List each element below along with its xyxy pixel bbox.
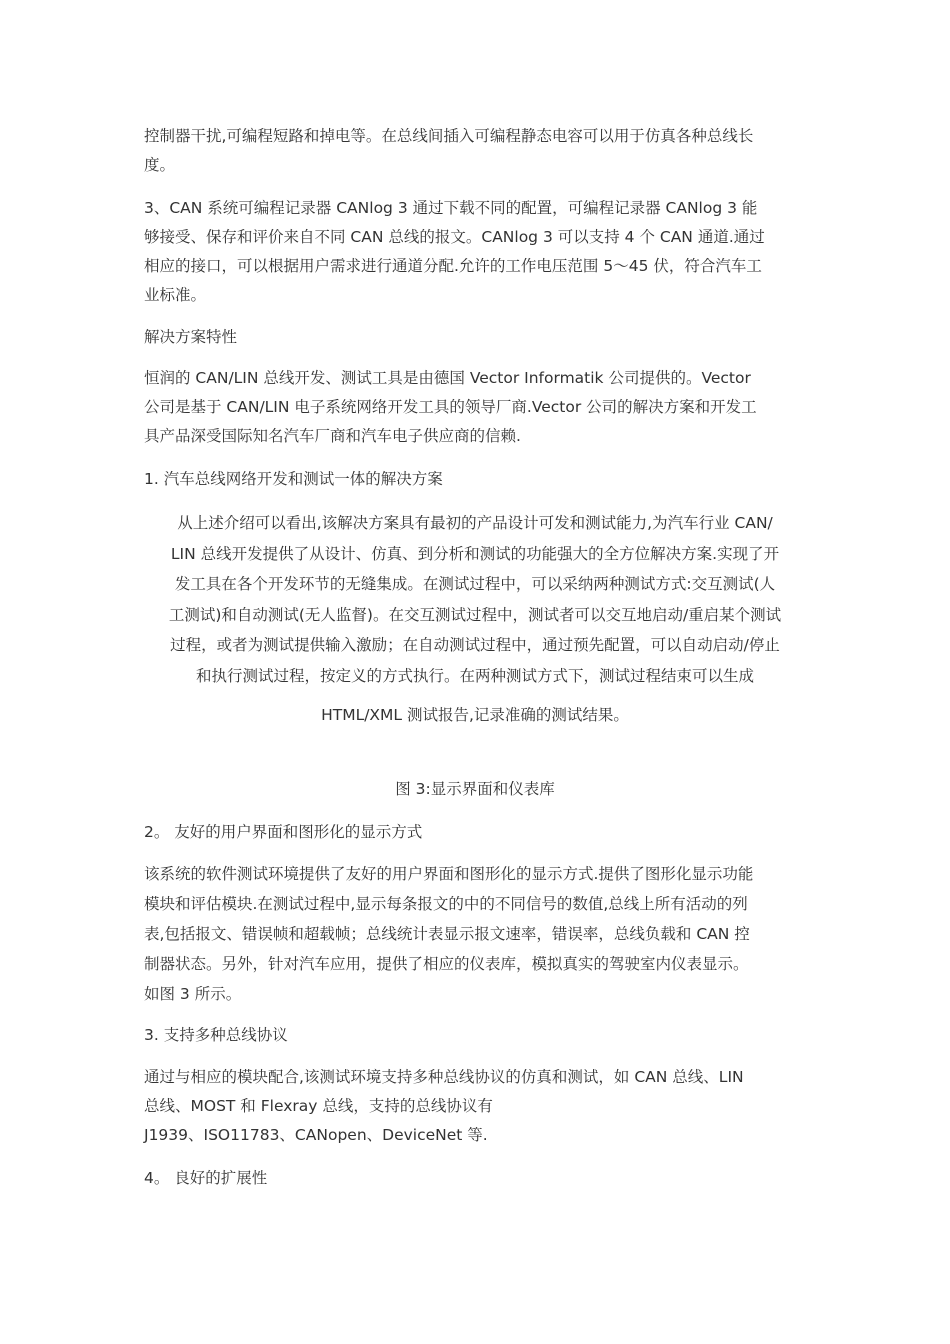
text-line: 够接受、保存和评价来自不同 CAN 总线的报文。CANlog 3 可以支持 4 个 CAN 通道.通过 <box>144 228 765 246</box>
text-line: 恒润的 CAN/LIN 总线开发、测试工具是由德国 Vector Informatik 公司提供的。Vector <box>144 369 751 387</box>
caption-text: 图 3:显示界面和仪表库 <box>395 780 555 798</box>
text-line: 公司是基于 CAN/LIN 电子系统网络开发工具的领导厂商.Vector 公司的解决方案和开发工 <box>144 398 757 416</box>
text-line: 和执行测试过程，按定义的方式执行。在两种测试方式下，测试过程结束可以生成 <box>195 666 754 685</box>
heading-friendly-ui <box>144 818 806 847</box>
paragraph-canlog3 <box>144 194 806 310</box>
text-line: 如图 3 所示。 <box>144 985 242 1003</box>
text-line: 3. 支持多种总线协议 <box>144 1026 288 1044</box>
text-line: 度。 <box>144 156 176 174</box>
heading-integrated-solution <box>144 465 806 494</box>
text-line: 从上述介绍可以看出,该解决方案具有最初的产品设计可发和测试能力,为汽车行业 CAN/ <box>177 514 773 532</box>
text-line: 业标准。 <box>144 286 207 304</box>
text-line: 解决方案特性 <box>144 328 238 346</box>
heading-solution-features <box>144 323 806 352</box>
figure-caption <box>0 775 950 804</box>
paragraph-vector-tools <box>144 364 806 451</box>
heading-multi-protocol <box>144 1021 806 1050</box>
text-line: 控制器干扰,可编程短路和掉电等。在总线间插入可编程静态电容可以用于仿真各种总线长 <box>144 127 754 145</box>
text-line: LIN 总线开发提供了从设计、仿真、到分析和测试的功能强大的全方位解决方案.实现了开 <box>170 544 780 563</box>
paragraph-test-methods <box>144 508 806 731</box>
text-line: 过程，或者为测试提供输入激励；在自动测试过程中，通过预先配置，可以自动启动/停止 <box>170 636 780 654</box>
text-line: 总线、MOST 和 Flexray 总线，支持的总线协议有 <box>144 1097 493 1115</box>
text-line: J1939、ISO11783、CANopen、DeviceNet 等. <box>144 1126 488 1144</box>
heading-extensibility <box>144 1164 806 1193</box>
text-line: 1. 汽车总线网络开发和测试一体的解决方案 <box>144 470 443 488</box>
paragraph-controller-interference <box>144 122 806 180</box>
text-line: HTML/XML 测试报告,记录准确的测试结果。 <box>321 706 629 724</box>
text-line: 2。 友好的用户界面和图形化的显示方式 <box>144 823 423 841</box>
text-line: 通过与相应的模块配合,该测试环境支持多种总线协议的仿真和测试，如 CAN 总线、LIN <box>144 1068 744 1086</box>
text-line: 相应的接口，可以根据用户需求进行通道分配.允许的工作电压范围 5～45 伏，符合汽车工 <box>144 257 762 275</box>
text-line: 制器状态。另外，针对汽车应用，提供了相应的仪表库，模拟真实的驾驶室内仪表显示。 <box>144 955 749 973</box>
text-line: 该系统的软件测试环境提供了友好的用户界面和图形化的显示方式.提供了图形化显示功能 <box>144 865 754 883</box>
paragraph-bus-protocols <box>144 1063 806 1150</box>
text-line: 工测试)和自动测试(无人监督)。在交互测试过程中，测试者可以交互地启动/重启某个测试 <box>168 605 782 624</box>
text-line: 模块和评估模块.在测试过程中,显示每条报文的中的不同信号的数值,总线上所有活动的列 <box>144 895 748 913</box>
text-line: 3、CAN 系统可编程记录器 CANlog 3 通过下载不同的配置，可编程记录器 CANlog 3 能 <box>144 199 758 217</box>
paragraph-graphical-display <box>144 859 806 1009</box>
text-line: 4。 良好的扩展性 <box>144 1169 268 1187</box>
text-line: 发工具在各个开发环节的无缝集成。在测试过程中，可以采纳两种测试方式:交互测试(人 <box>174 575 776 593</box>
text-line: 表,包括报文、错误帧和超载帧；总线统计表显示报文速率，错误率，总线负载和 CAN 控 <box>144 925 750 943</box>
text-line: 具产品深受国际知名汽车厂商和汽车电子供应商的信赖. <box>144 427 521 445</box>
